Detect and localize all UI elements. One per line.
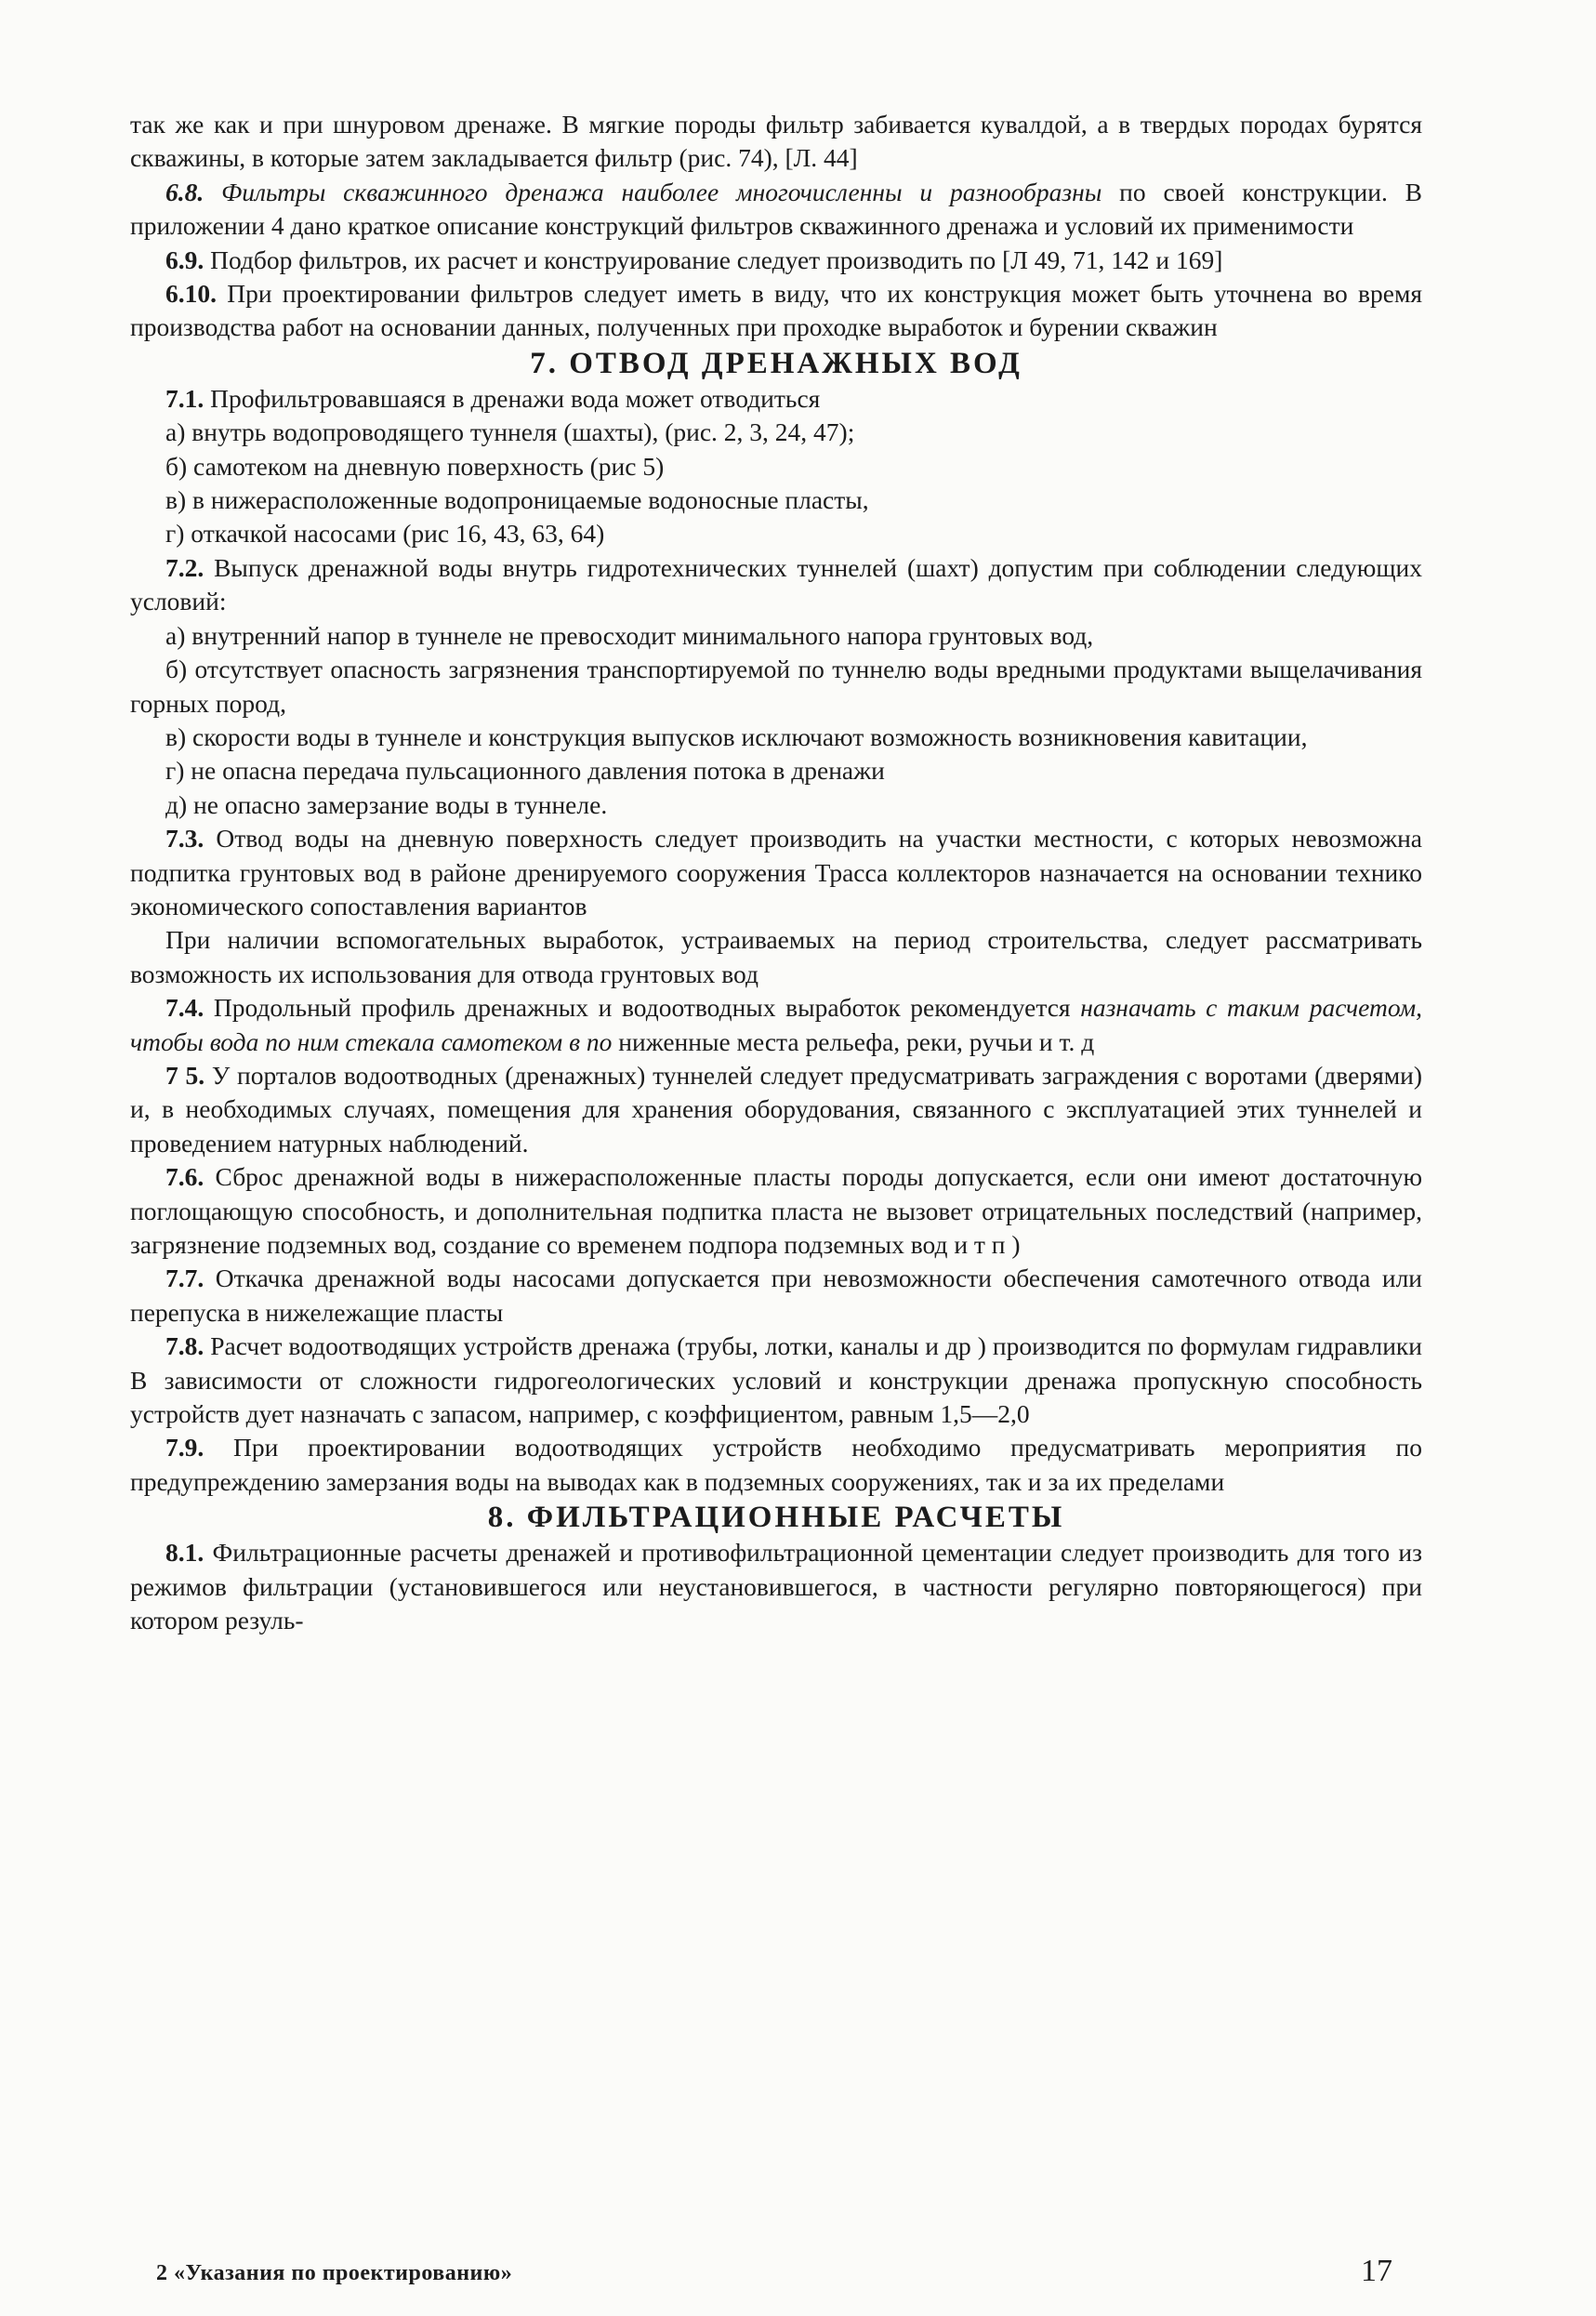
paragraph-text: Подбор фильтров, их расчет и конструирование следует производить по [Л 49, 71, 142 и 169] (210, 245, 1223, 274)
paragraph-8-1 (130, 1536, 1422, 1637)
paragraph-7-9 (130, 1431, 1422, 1499)
paragraph-text: Откачка дренажной воды насосами допускается при невозможности обеспечения самотечного отвода или перепуска в нижележащие пласты (130, 1264, 1423, 1327)
list-item: а) внутрь водопроводящего туннеля (шахты), (рис. 2, 3, 24, 47); (165, 417, 855, 447)
list-item: в) в нижерасположенные водопроницаемые водоносные пласты, (165, 485, 869, 515)
list-item: г) откачкой насосами (рис 16, 43, 63, 64) (165, 519, 605, 549)
clause-number: 7.2. (165, 552, 204, 582)
clause-number: 7.6. (165, 1162, 204, 1192)
paragraph-text: так же как и при шнуровом дренаже. В мягкие породы фильтр забивается кувалдой, а в твердых породах бурятся скважины, в которые затем закладывается фильтр (рис. 74), [Л. 44] (130, 110, 1422, 173)
paragraph-text: Отвод воды на дневную поверхность следует производить на участки местности, с которых невозможна подпитка грунтовых вод в районе дренируемого сооружения Трасса коллекторов назначается на основании технико экономического сопоставления вариантов (130, 824, 1422, 920)
clause-number: 7.9. (165, 1433, 204, 1462)
paragraph-7-3 (130, 822, 1422, 923)
paragraph-text: Выпуск дренажной воды внутрь гидротехнических туннелей (шахт) допустим при соблюдении следующих условий: (130, 552, 1422, 616)
paragraph-7-2 (130, 551, 1422, 619)
list-item: б) отсутствует опасность загрязнения транспортируемой по туннелю воды вредными продуктами выщелачивания горных пород, (130, 655, 1422, 718)
page-number: 17 (1361, 2254, 1392, 2288)
paragraph-text: Расчет водоотводящих устройств дренажа (трубы, лотки, каналы и др ) производится по формулам гидравлики В зависимости от сложности гидрогеологических условий и конструкции дренажа пропускную способность устройств дует назначать с запасом, например, с коэффициентом, равным 1,5—2,0 (130, 1331, 1422, 1429)
clause-number: 7.3. (165, 824, 204, 854)
paragraph-7-7 (130, 1262, 1422, 1330)
list-item: а) внутренний напор в туннеле не превосходит минимального напора грунтовых вод, (165, 620, 1094, 650)
paragraph-text: Продольный профиль дренажных и водоотводных выработок рекомендуется (213, 993, 1071, 1023)
section-heading-8: 8. ФИЛЬТРАЦИОННЫЕ РАСЧЕТЫ (487, 1501, 1065, 1535)
paragraph-text: При проектировании фильтров следует иметь в виду, что их конструкция может быть уточнена во время производства работ на основании данных, полученных при проходке выработок и бурении скважин (130, 279, 1423, 342)
paragraph-7-3-b (130, 923, 1422, 991)
clause-number: 8.1. (165, 1538, 204, 1568)
section-heading-7: 7. ОТВОД ДРЕНАЖНЫХ ВОД (530, 346, 1022, 380)
paragraph-text: по своей конструкции. В приложении 4 дано краткое описание конструкций фильтров скважинного дренажа и условий их применимости (130, 177, 1422, 241)
list-item: д) не опасно замерзание воды в туннеле. (165, 789, 608, 819)
clause-number: 7 5. (165, 1060, 205, 1090)
clause-number: 6.8. (165, 177, 204, 206)
paragraph-text: Сброс дренажной воды в нижерасположенные пласты породы допускается, если они имеют достаточную поглощающую способность, и дополнительная подпитка пласта не вызовет отрицательных последствий (например, загрязнение подземных вод, создание со временем подпора подземных вод и т п ) (130, 1162, 1423, 1259)
paragraph-6-10 (130, 277, 1422, 345)
paragraph-7-6 (130, 1160, 1422, 1262)
italic-text: назначать с таким расчетом, чтобы вода по ним стекала самотеком в по (130, 993, 1423, 1056)
clause-number: 7.7. (165, 1264, 204, 1293)
page-footer (156, 2254, 1392, 2295)
footer-signature: 2 «Указания по проектированию» (156, 2261, 513, 2285)
paragraph-7-8 (130, 1330, 1422, 1431)
paragraph-intro (130, 108, 1422, 176)
clause-number: 7.8. (165, 1331, 204, 1361)
clause-number: 7.4. (165, 993, 204, 1023)
italic-text: Фильтры скважинного дренажа наиболее многочисленны и разнообразны (221, 177, 1102, 206)
clause-number: 7.1. (165, 383, 204, 413)
paragraph-6-8 (130, 176, 1422, 244)
paragraph-7-1 (130, 382, 1422, 416)
paragraph-6-9 (130, 244, 1422, 277)
paragraph-text: У порталов водоотводных (дренажных) туннелей следует предусматривать заграждения с воротами (дверями) и, в необходимых случаях, помещения для хранения оборудования, связанного с эксплуатацией этих туннелей и проведением натурных наблюдений. (130, 1060, 1422, 1158)
paragraph-text: ниженные места рельефа, реки, ручьи и т. д (618, 1026, 1095, 1056)
paragraph-text: Профильтровавшаяся в дренажи вода может отводиться (210, 383, 821, 413)
paragraph-7-5 (130, 1059, 1422, 1160)
paragraph-text: При наличии вспомогательных выработок, устраиваемых на период строительства, следует рассматривать возможность их использования для отвода грунтовых вод (130, 925, 1422, 988)
list-item: в) скорости воды в туннеле и конструкция выпусков исключают возможность возникновения кавитации, (165, 721, 1308, 751)
paragraph-7-4 (130, 991, 1422, 1059)
list-item: б) самотеком на дневную поверхность (рис 5) (165, 451, 665, 481)
paragraph-text: При проектировании водоотводящих устройств необходимо предусматривать мероприятия по предупреждению замерзания воды на выводах как в подземных сооружениях, так и за их пределами (130, 1433, 1422, 1496)
page-body (130, 108, 1422, 1637)
clause-number: 6.9. (165, 245, 204, 274)
clause-number: 6.10. (165, 279, 217, 309)
paragraph-text: Фильтрационные расчеты дренажей и противофильтрационной цементации следует производить для того из режимов фильтрации (установившегося или неустановившегося, в частности регулярно повторяющегося) при котором резуль- (130, 1538, 1422, 1635)
list-item: г) не опасна передача пульсационного давления потока в дренажи (165, 756, 885, 786)
